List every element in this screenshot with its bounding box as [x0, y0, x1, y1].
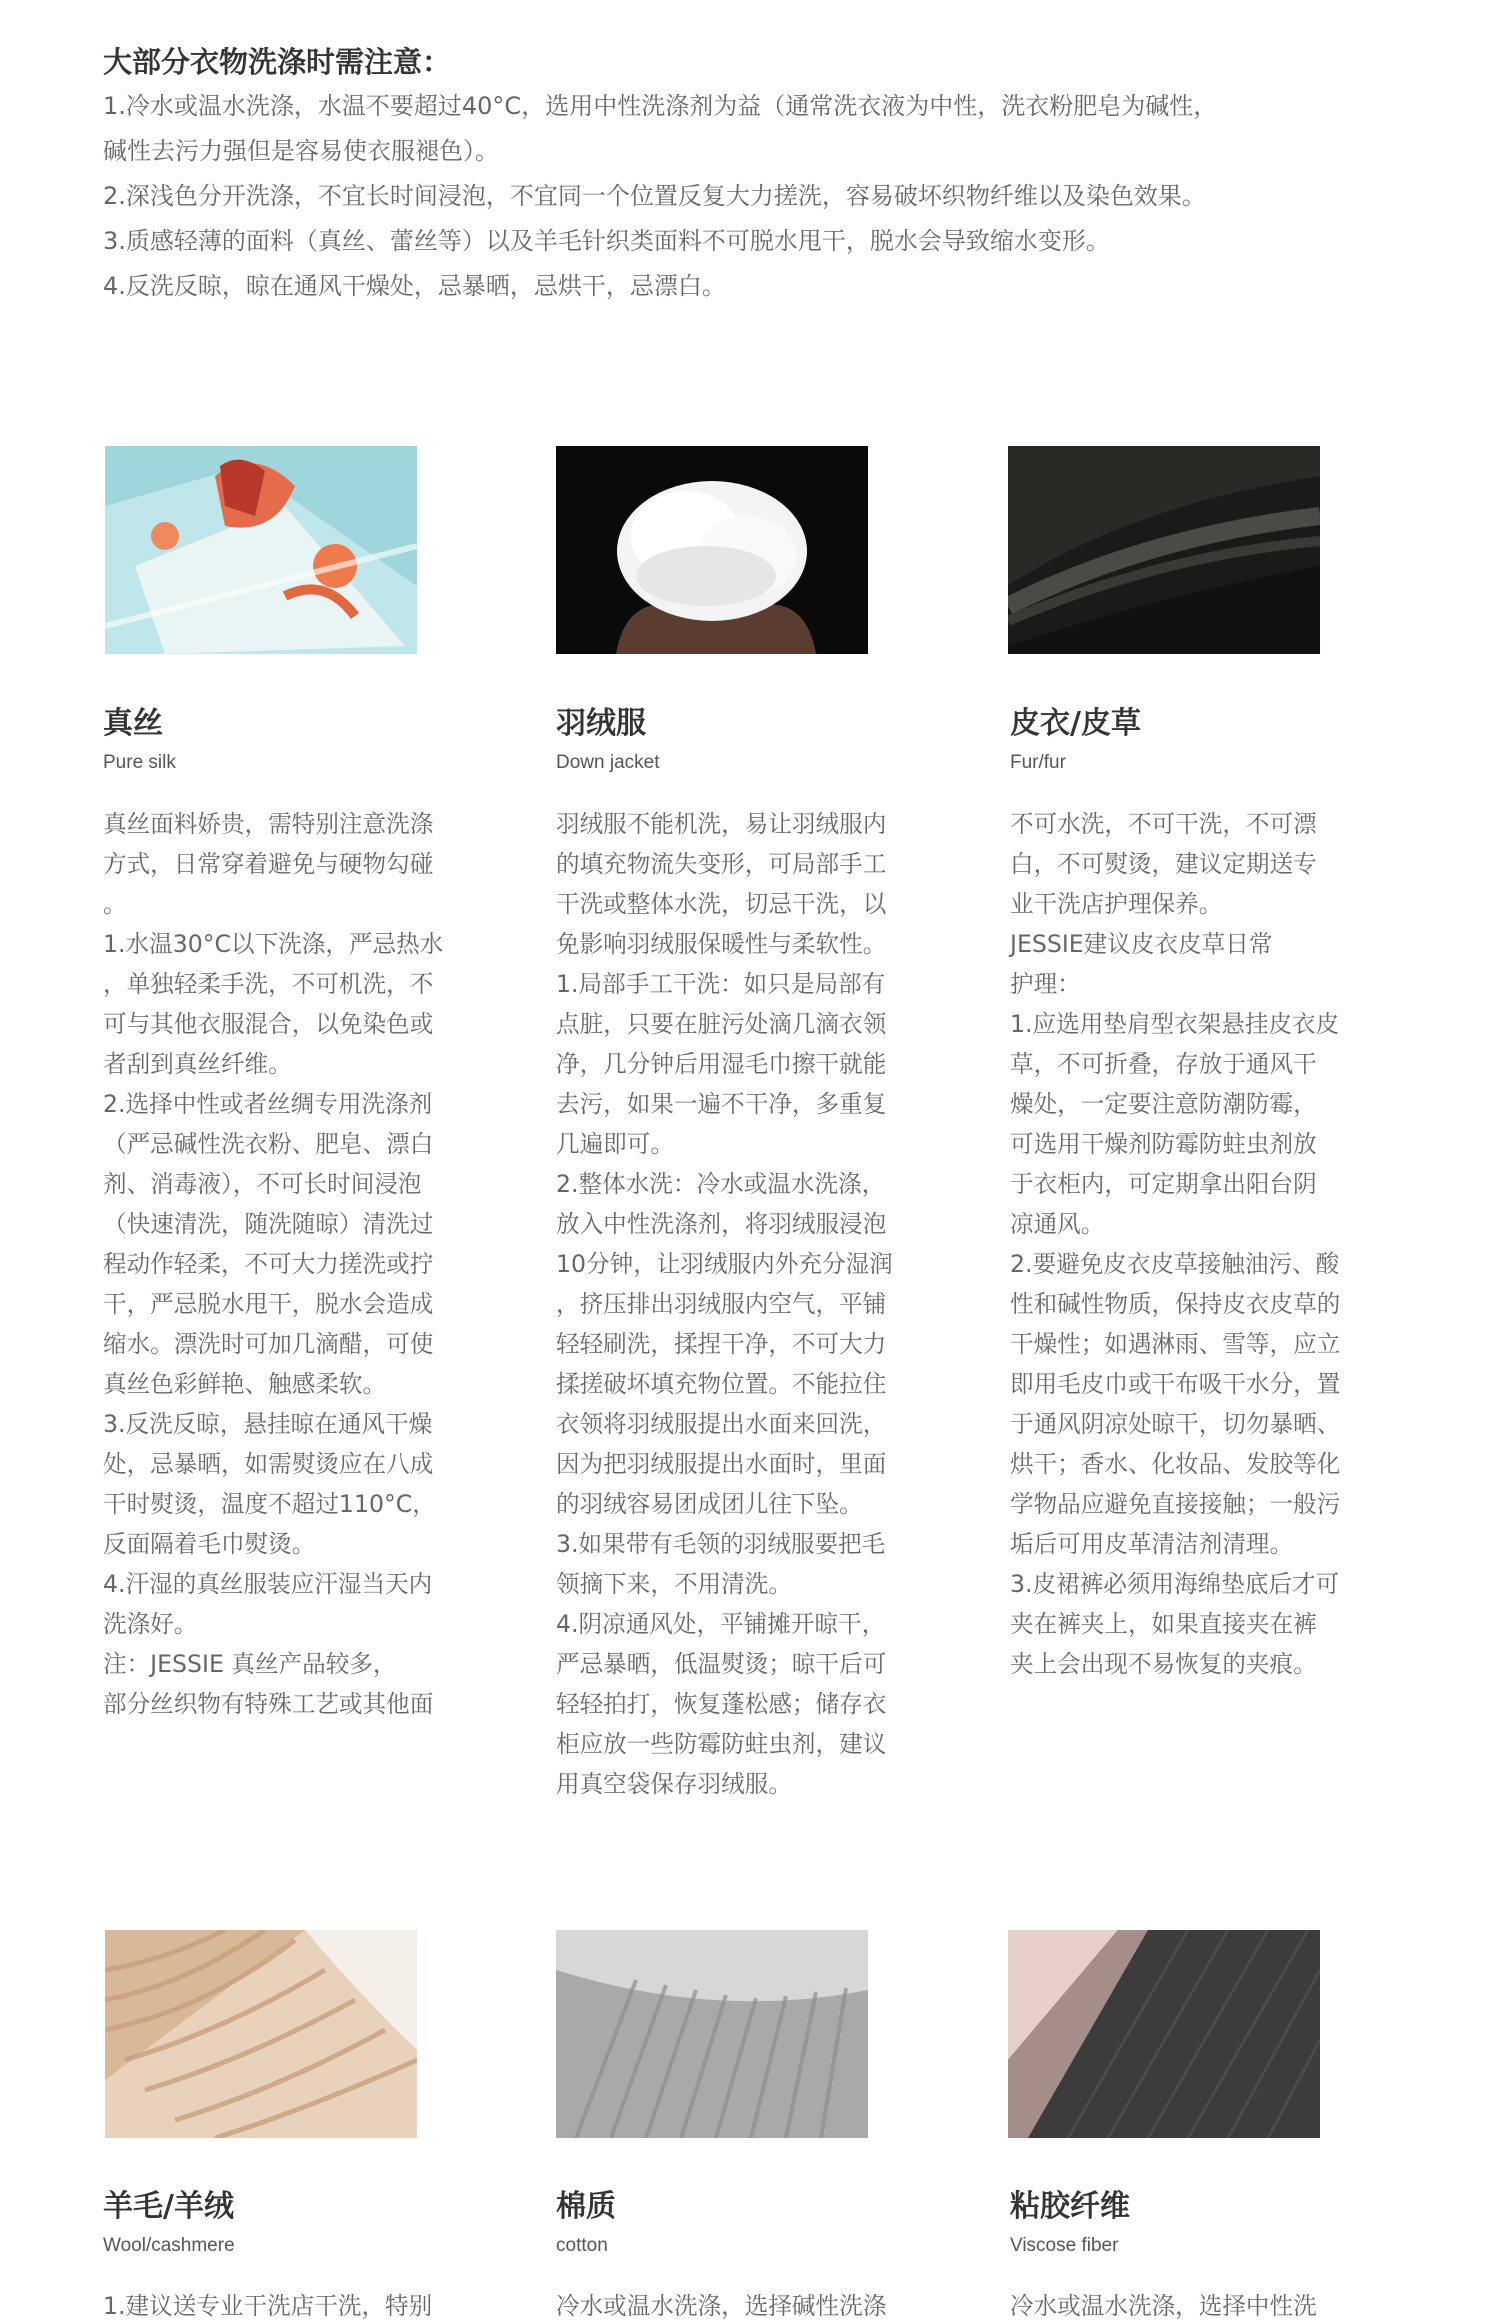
- cotton-care-text: 冷水或温水洗涤，选择碱性洗涤: [556, 2292, 887, 2320]
- silk-title: 真丝: [103, 706, 163, 741]
- silk-photo: [105, 446, 417, 654]
- silk-subtitle: Pure silk: [103, 752, 176, 773]
- care-intro: [103, 42, 1403, 309]
- wool-care-text: 1.建议送专业干洗店干洗，特别: [103, 2292, 433, 2320]
- down-photo: [556, 446, 868, 654]
- viscose-subtitle: Viscose fiber: [1010, 2235, 1119, 2256]
- leather-title: 皮衣/皮草: [1010, 706, 1141, 741]
- intro-text: 1.冷水或温水洗涤，水温不要超过40°C，选用中性洗涤剂为益（通常洗衣液为中性，洗衣粉肥皂为碱性， 碱性去污力强但是容易使衣服褪色）。 2.深浅色分开洗涤，不宜长时间浸泡，不宜同一个位置反复大力搓洗，容易破坏织物纤维以及染色效果。 3.质感轻薄的面料（真丝、蕾丝等）以及羊毛针织类面料不可脱水甩干，脱水会导致缩水变形。 4.反洗反晾，晾在通风干燥处，忌暴晒，忌烘干，忌漂白。: [103, 92, 1218, 300]
- viscose-photo: [1008, 1930, 1320, 2138]
- wool-subtitle: Wool/cashmere: [103, 2235, 235, 2256]
- leather-photo: [1008, 446, 1320, 654]
- leather-subtitle: Fur/fur: [1010, 752, 1066, 773]
- intro-title: 大部分衣物洗涤时需注意：: [103, 45, 452, 79]
- cotton-subtitle: cotton: [556, 2235, 608, 2256]
- wool-photo: [105, 1930, 417, 2138]
- down-title: 羽绒服: [556, 706, 646, 741]
- viscose-title: 粘胶纤维: [1010, 2189, 1130, 2224]
- cotton-photo: [556, 1930, 868, 2138]
- cotton-title: 棉质: [556, 2189, 616, 2224]
- wool-title: 羊毛/羊绒: [103, 2189, 234, 2224]
- leather-care-text: 不可水洗，不可干洗，不可漂 白，不可熨烫，建议定期送专 业干洗店护理保养。 JESSIE建议皮衣皮草日常 护理： 1.应选用垫肩型衣架悬挂皮衣皮 草，不可折叠，存放于通风干 燥处，一定要注意防潮防霉， 可选用干燥剂防霉防蛀虫剂放 于衣柜内，可定期拿出阳台阴 凉通风。 2.要避免皮衣皮草接触油污、酸 性和碱性物质，保持皮衣皮草的 干燥性；如遇淋雨、雪等，应立 即用毛皮巾或干布吸干水分，置 于通风阴凉处晾干，切勿暴晒、 烘干；香水、化妆品、发胶等化 学物品应避免直接接触；一般污 垢后可用皮革清洁剂清理。 3.皮裙裤必须用海绵垫底后才可 夹在裤夹上，如果直接夹在裤 夹上会出现不易恢复的夹痕。: [1010, 810, 1341, 1678]
- down-subtitle: Down jacket: [556, 752, 660, 773]
- silk-care-text: 真丝面料娇贵，需特别注意洗涤 方式，日常穿着避免与硬物勾碰 。 1.水温30°C以下洗涤，严忌热水 ，单独轻柔手洗，不可机洗，不 可与其他衣服混合，以免染色或 者刮到真丝纤维。 2.选择中性或者丝绸专用洗涤剂 （严忌碱性洗衣粉、肥皂、漂白 剂、消毒液），不可长时间浸泡 （快速清洗，随洗随晾）清洗过 程动作轻柔，不可大力搓洗或拧 干，严忌脱水甩干，脱水会造成 缩水。漂洗时可加几滴醋，可使 真丝色彩鲜艳、触感柔软。 3.反洗反晾，悬挂晾在通风干燥 处，忌暴晒，如需熨烫应在八成 干时熨烫，温度不超过110°C， 反面隔着毛巾熨烫。 4.汗湿的真丝服装应汗湿当天内 洗涤好。 注：JESSIE 真丝产品较多， 部分丝织物有特殊工艺或其他面: [103, 810, 444, 1718]
- down-care-text: 羽绒服不能机洗，易让羽绒服内 的填充物流失变形，可局部手工 干洗或整体水洗，切忌干洗，以 免影响羽绒服保暖性与柔软性。 1.局部手工干洗：如只是局部有 点脏，只要在脏污处滴几滴衣领 净，几分钟后用湿毛巾擦干就能 去污，如果一遍不干净，多重复 几遍即可。 2.整体水洗：冷水或温水洗涤， 放入中性洗涤剂，将羽绒服浸泡 10分钟，让羽绒服内外充分湿润 ，挤压排出羽绒服内空气，平铺 轻轻刷洗，揉捏干净，不可大力 揉搓破坏填充物位置。不能拉住 衣领将羽绒服提出水面来回洗， 因为把羽绒服提出水面时，里面 的羽绒容易团成团儿往下坠。 3.如果带有毛领的羽绒服要把毛 领摘下来，不用清洗。 4.阴凉通风处，平铺摊开晾干， 严忌暴晒，低温熨烫；晾干后可 轻轻拍打，恢复蓬松感；储存衣 柜应放一些防霉防蛀虫剂，建议 用真空袋保存羽绒服。: [556, 810, 893, 1798]
- viscose-care-text: 冷水或温水洗涤，选择中性洗: [1010, 2292, 1317, 2320]
